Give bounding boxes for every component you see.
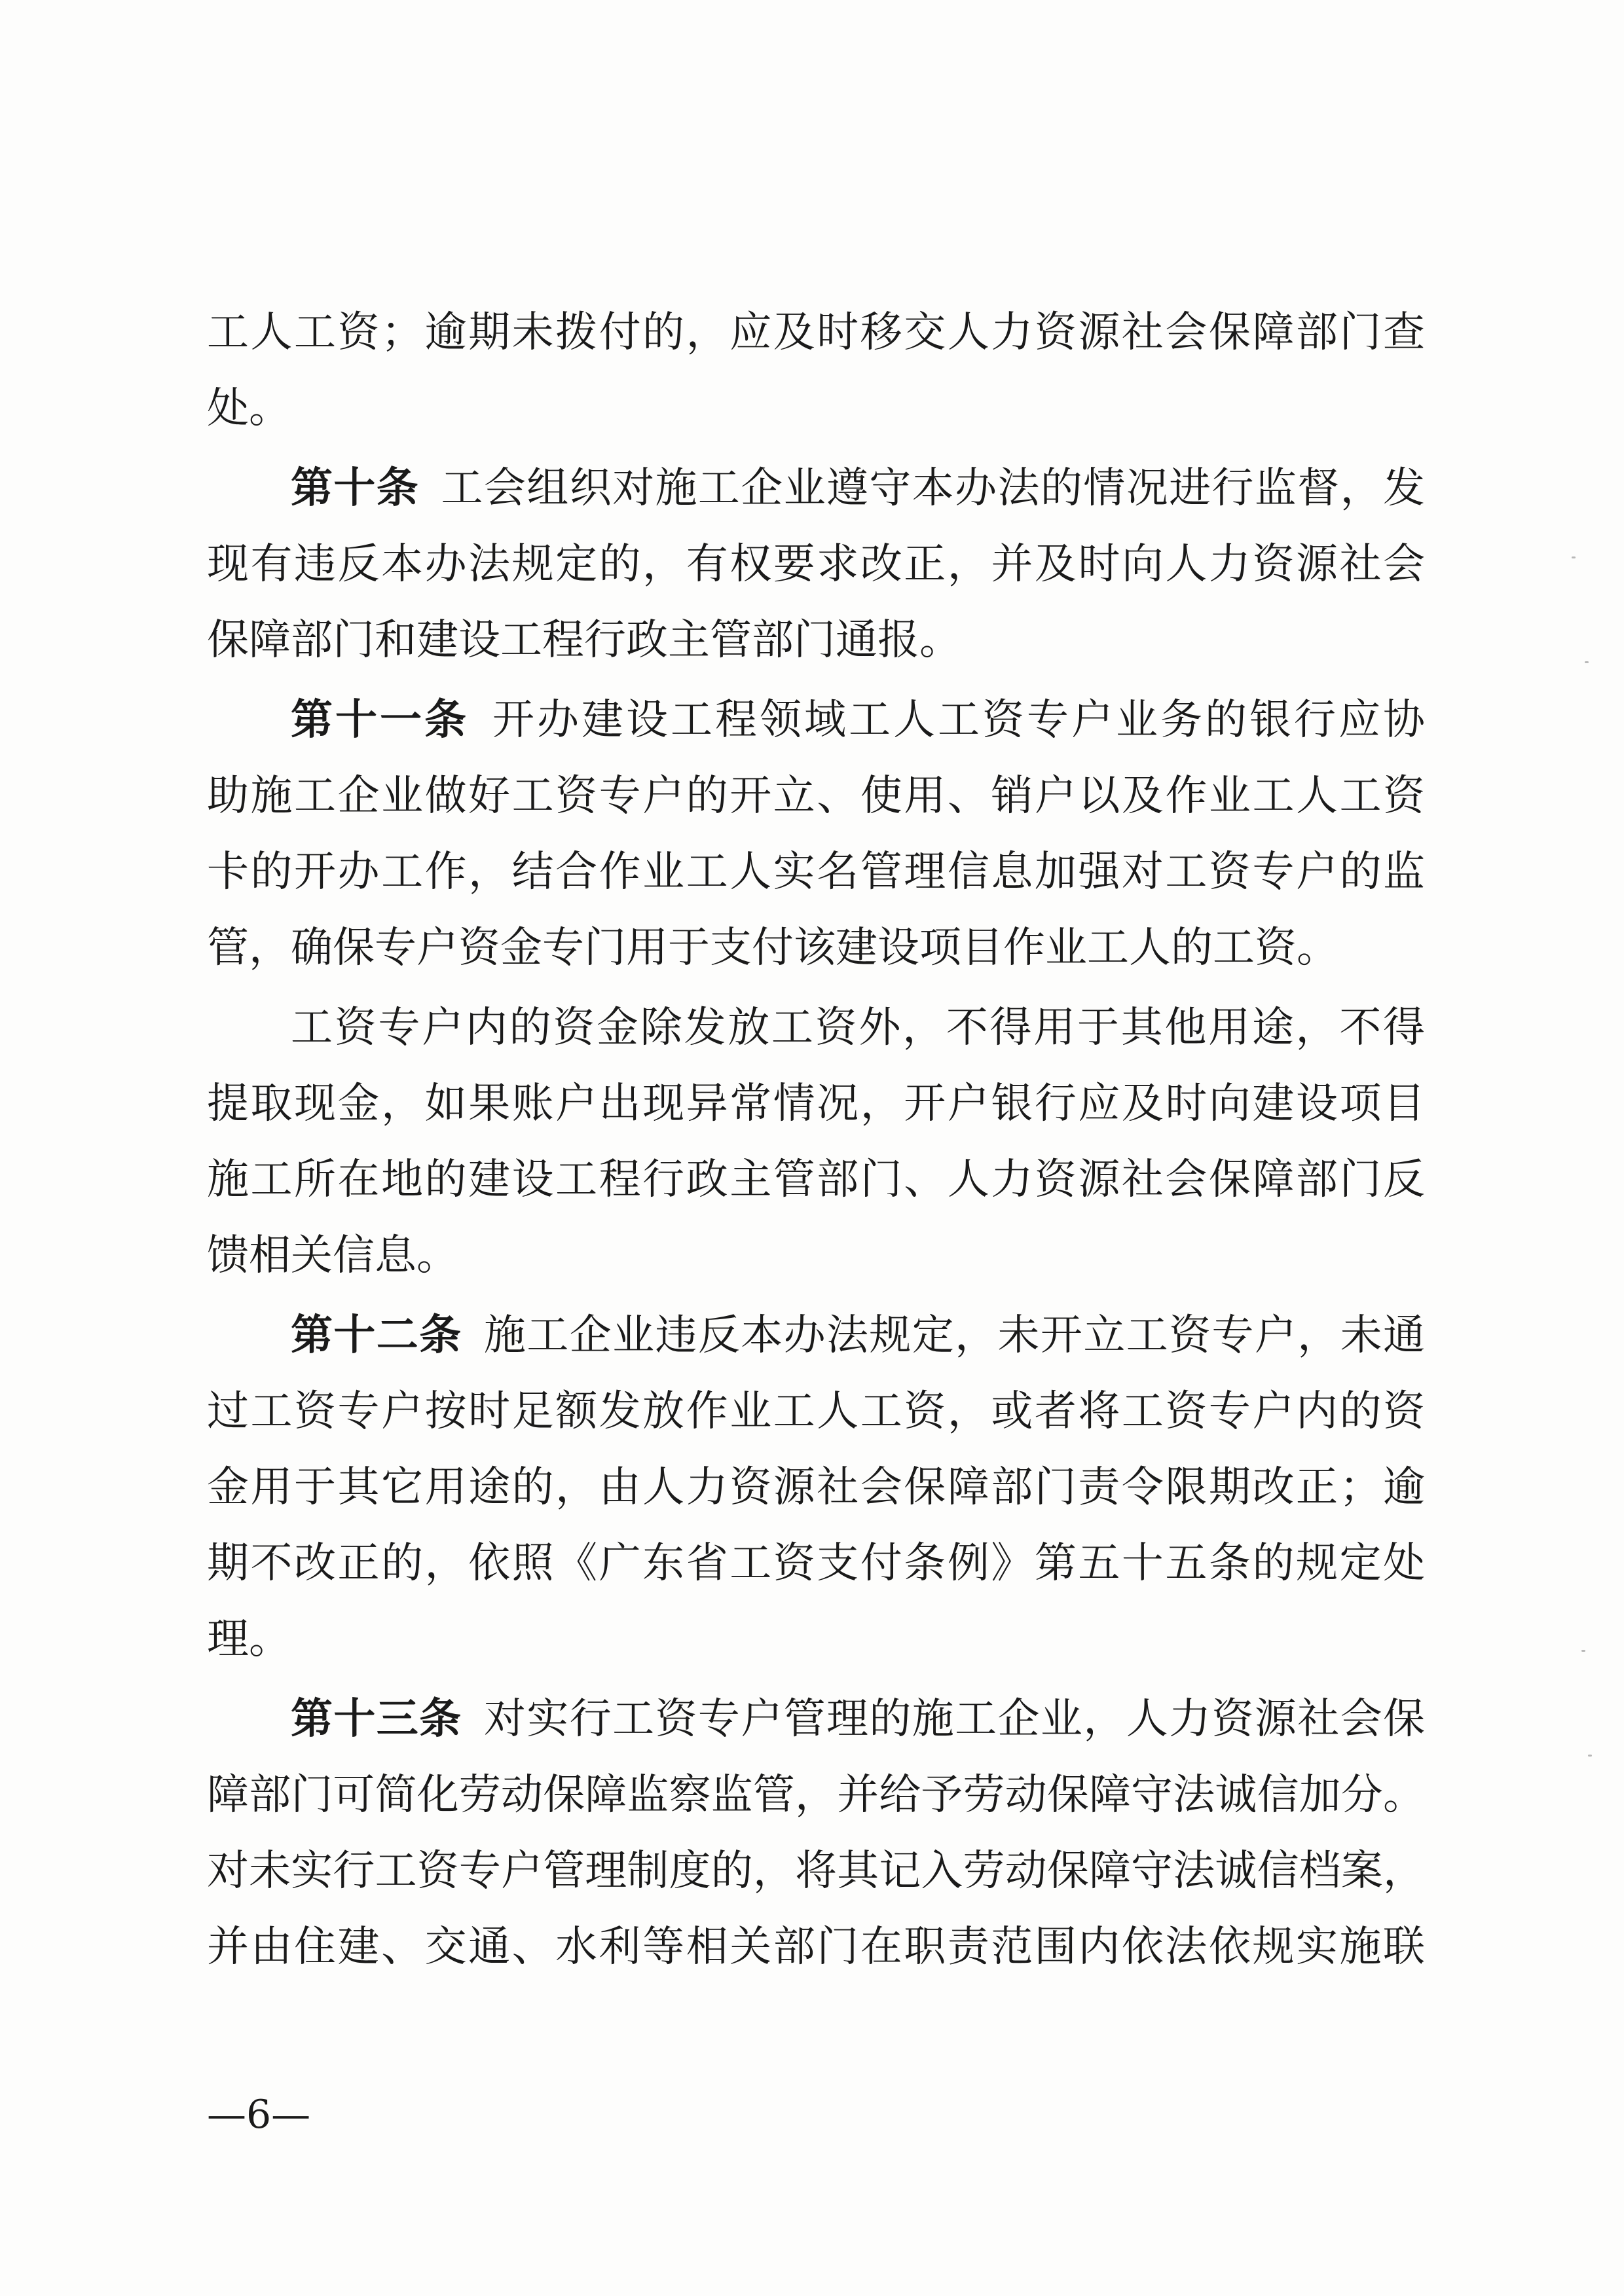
article-text: 对实行工资专户管理的施工企业，人力资源社会保	[483, 1695, 1426, 1743]
article-heading: 第十条	[291, 464, 420, 513]
text-line: 提取现金，如果账户出现异常情况，开户银行应及时向建设项目	[207, 1080, 1425, 1128]
paragraph-continuation	[207, 295, 1425, 446]
article-10	[207, 450, 1425, 678]
text-line: 理。	[207, 1615, 291, 1664]
text-line: 工资专户内的资金除发放工资外，不得用于其他用途，不得	[291, 1004, 1425, 1052]
text-line: 期不改正的，依照《广东省工资支付条例》第五十五条的规定处	[207, 1539, 1425, 1588]
text-line: 保障部门和建设工程行政主管部门通报。	[207, 616, 961, 665]
scan-speck	[1581, 1650, 1585, 1652]
scan-speck	[1585, 661, 1589, 663]
text-line: 馈相关信息。	[207, 1231, 458, 1280]
text-line: 处。	[207, 384, 291, 433]
scan-speck	[1588, 1755, 1592, 1757]
scan-speck	[1572, 556, 1576, 558]
text-line: 助施工企业做好工资专户的开立、使用、销户以及作业工人工资	[207, 772, 1425, 820]
text-line	[207, 1681, 1425, 1757]
article-heading: 第十三条	[291, 1695, 462, 1743]
text-line: 金用于其它用途的，由人力资源社会保障部门责令限期改正；逾	[207, 1463, 1425, 1512]
text-line: 并由住建、交通、水利等相关部门在职责范围内依法依规实施联	[207, 1923, 1425, 1971]
text-line: 障部门可简化劳动保障监察监管，并给予劳动保障守法诚信加分。	[207, 1771, 1425, 1819]
text-line: 管，确保专户资金专门用于支付该建设项目作业工人的工资。	[207, 924, 1338, 972]
article-text: 施工企业违反本办法规定，未开立工资专户，未通	[483, 1311, 1426, 1360]
text-line: 现有违反本办法规定的，有权要求改正，并及时向人力资源社会	[207, 540, 1425, 589]
article-heading: 第十二条	[291, 1311, 462, 1360]
page-number: —6—	[207, 2092, 311, 2138]
article-11	[207, 682, 1425, 986]
text-line	[207, 682, 1425, 758]
text-line: 对未实行工资专户管理制度的，将其记入劳动保障守法诚信档案，	[207, 1847, 1425, 1895]
article-text: 开办建设工程领域工人工资专户业务的银行应协	[490, 696, 1425, 744]
text-line: 卡的开办工作，结合作业工人实名管理信息加强对工资专户的监	[207, 848, 1425, 896]
text-line: 过工资专户按时足额发放作业工人工资，或者将工资专户内的资	[207, 1387, 1425, 1436]
article-12	[207, 1298, 1425, 1677]
text-line	[207, 1298, 1425, 1374]
article-heading: 第十一条	[291, 696, 469, 744]
document-body	[207, 295, 1425, 1985]
article-text: 工会组织对施工企业遵守本办法的情况进行监督，发	[440, 464, 1425, 513]
text-line: 施工所在地的建设工程行政主管部门、人力资源社会保障部门反	[207, 1156, 1425, 1204]
text-line	[207, 450, 1425, 526]
text-line: 工人工资；逾期未拨付的，应及时移交人力资源社会保障部门查	[207, 308, 1425, 357]
paragraph-wage-account	[207, 990, 1425, 1294]
article-13	[207, 1681, 1425, 1985]
